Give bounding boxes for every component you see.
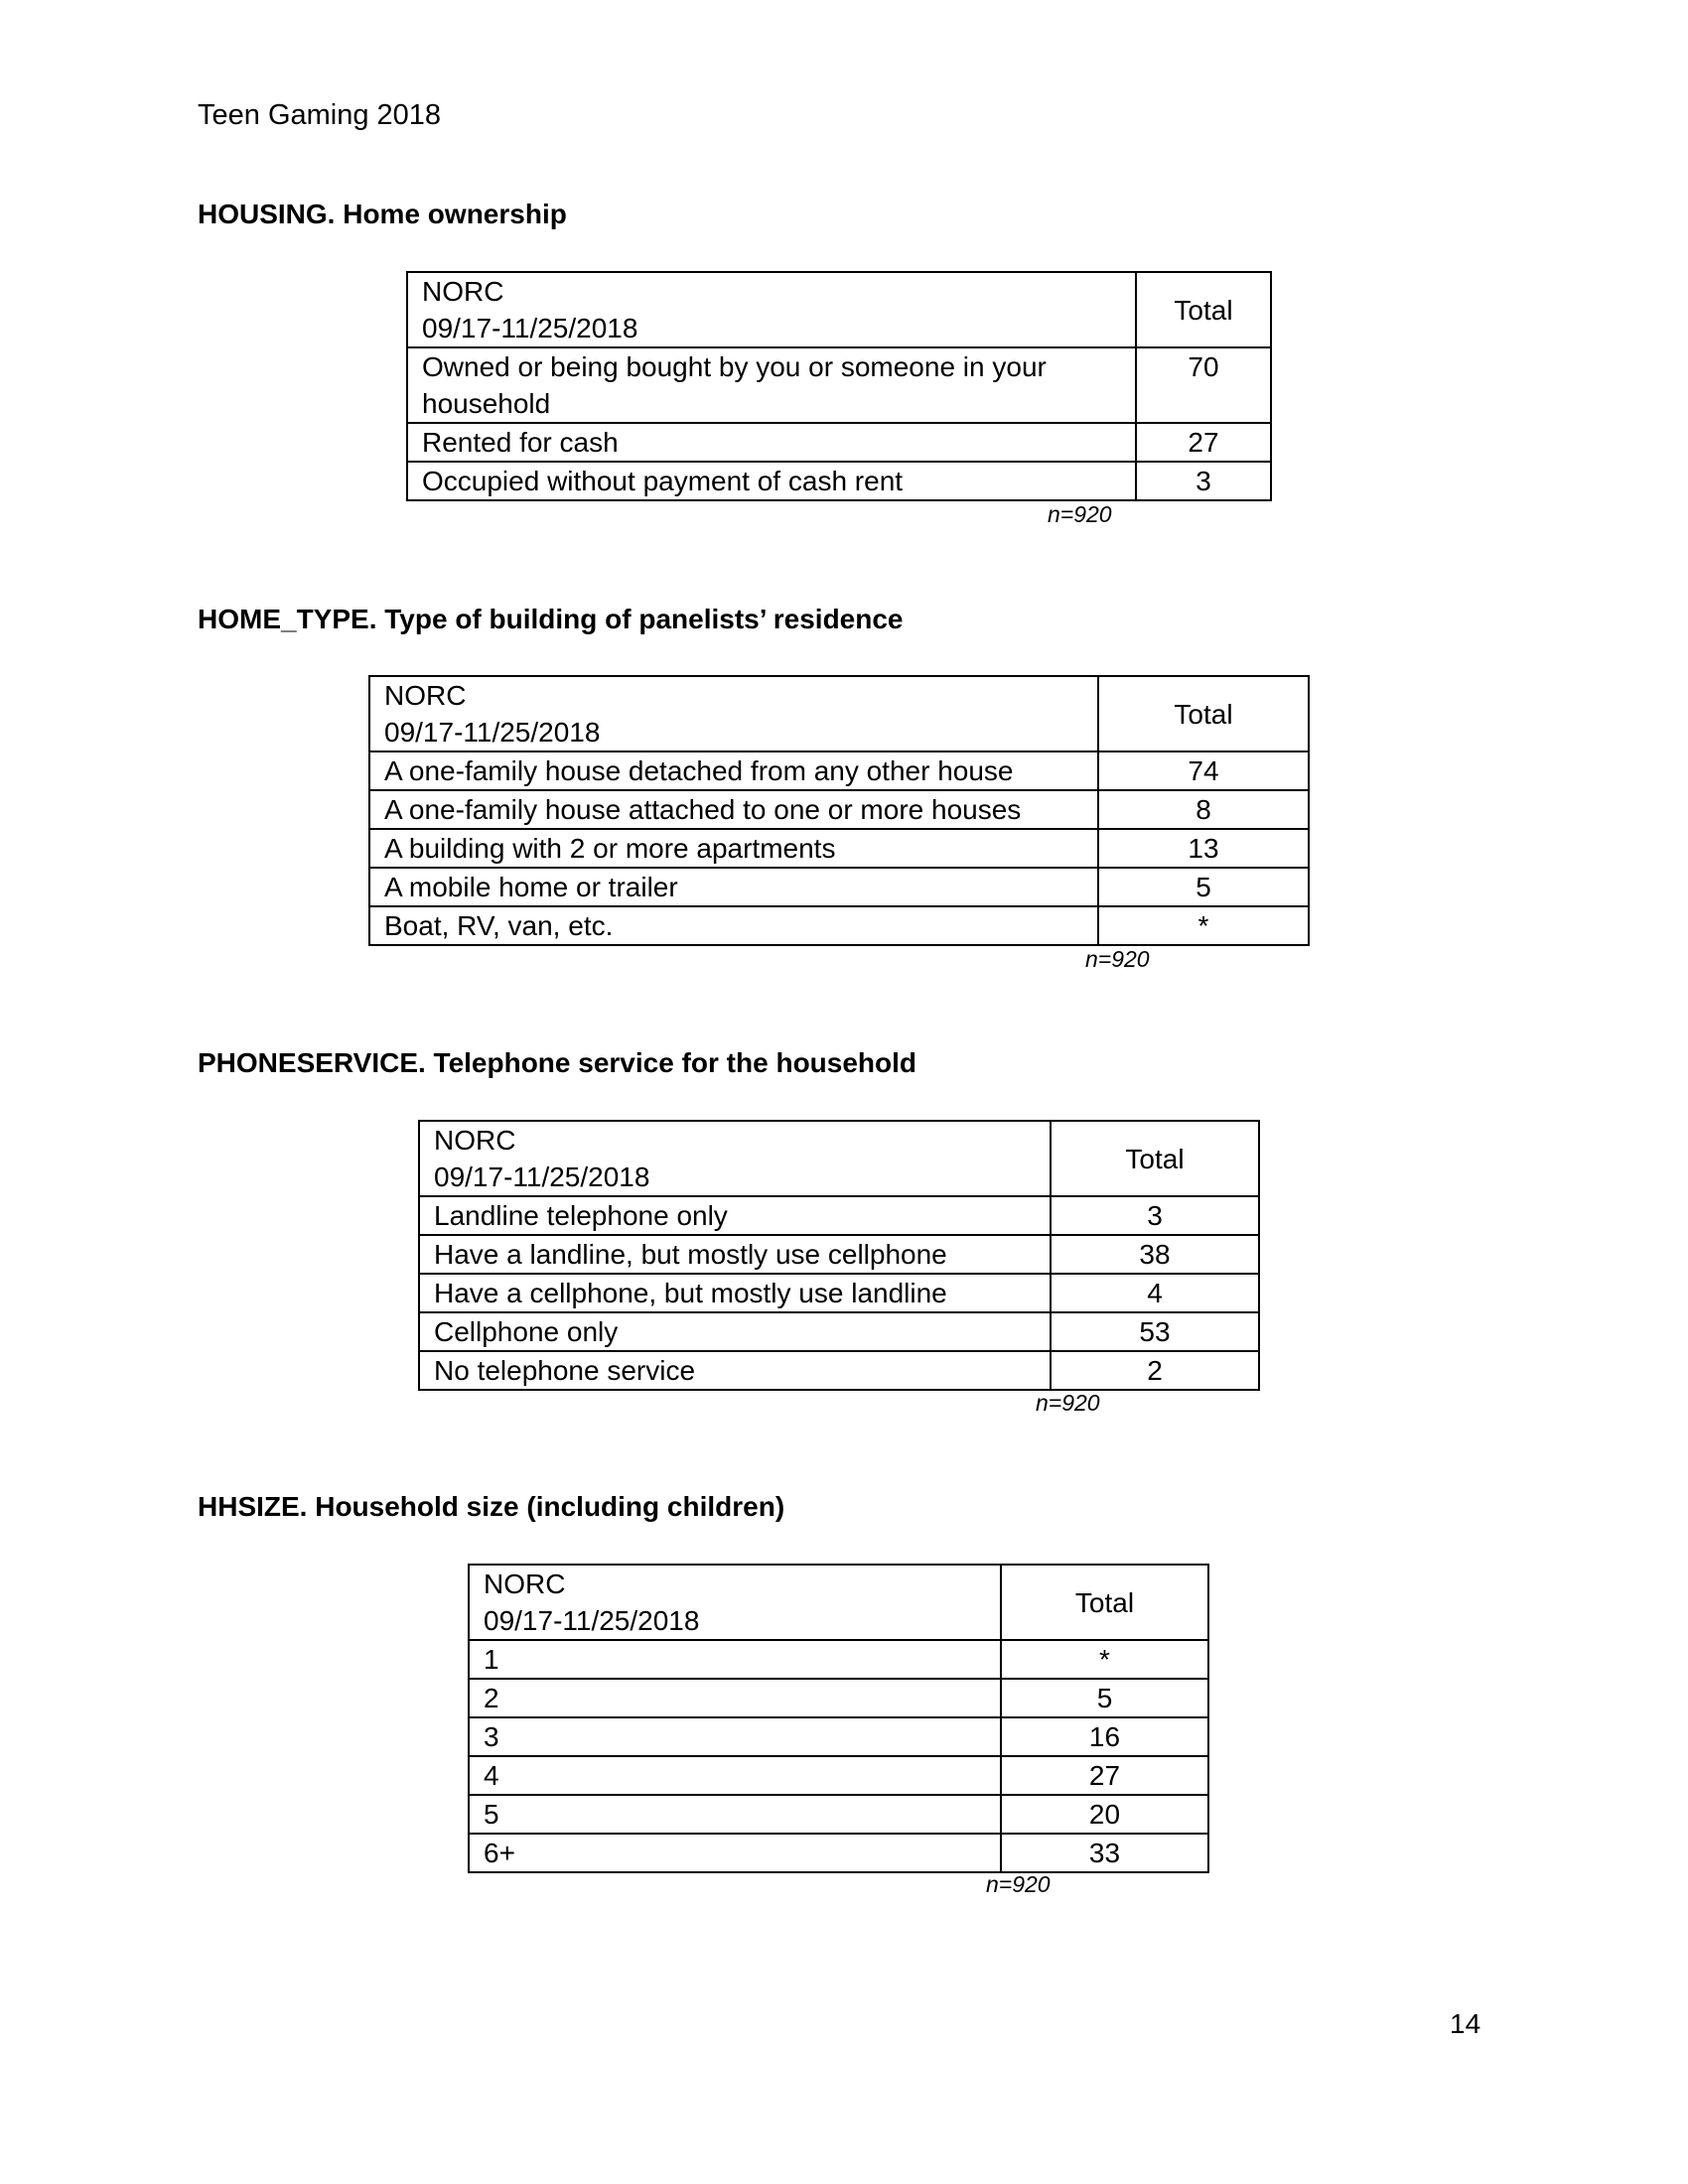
phone-service-title: PHONESERVICE. Telephone service for the household bbox=[198, 1047, 917, 1078]
row-value: 3 bbox=[1136, 462, 1271, 500]
header-source: NORC bbox=[484, 1569, 566, 1599]
row-label: A one-family house detached from any other house bbox=[369, 751, 1098, 790]
row-label: Rented for cash bbox=[407, 423, 1136, 462]
header-source: NORC bbox=[434, 1125, 516, 1156]
header-dates: 09/17-11/25/2018 bbox=[484, 1605, 700, 1636]
table-row bbox=[419, 1274, 1259, 1312]
table-row bbox=[419, 1196, 1259, 1235]
housing-table bbox=[406, 271, 1272, 501]
table-row bbox=[419, 1351, 1259, 1390]
row-label: Cellphone only bbox=[419, 1312, 1051, 1351]
table-row bbox=[369, 868, 1309, 906]
header-total: Total bbox=[1001, 1565, 1208, 1640]
header-dates: 09/17-11/25/2018 bbox=[422, 313, 638, 343]
row-value: 16 bbox=[1001, 1717, 1208, 1756]
table-row bbox=[469, 1756, 1208, 1795]
row-value: 70 bbox=[1136, 347, 1271, 423]
hhsize-table bbox=[468, 1564, 1209, 1873]
table-row bbox=[369, 751, 1309, 790]
row-value: * bbox=[1001, 1640, 1208, 1679]
table-row bbox=[469, 1717, 1208, 1756]
row-label: 2 bbox=[469, 1679, 1001, 1717]
table-row bbox=[469, 1640, 1208, 1679]
table-row bbox=[369, 906, 1309, 945]
table-row bbox=[469, 1679, 1208, 1717]
header-dates: 09/17-11/25/2018 bbox=[434, 1161, 650, 1192]
row-label: 4 bbox=[469, 1756, 1001, 1795]
table-row bbox=[369, 829, 1309, 868]
document-header: Teen Gaming 2018 bbox=[198, 99, 442, 131]
table-header-row bbox=[407, 272, 1271, 347]
row-value: 53 bbox=[1051, 1312, 1259, 1351]
table-row bbox=[369, 790, 1309, 829]
row-value: 5 bbox=[1098, 868, 1309, 906]
row-label: Owned or being bought by you or someone in your household bbox=[407, 347, 1136, 423]
row-value: 38 bbox=[1051, 1235, 1259, 1274]
sample-size-note: n=920 bbox=[1085, 946, 1150, 972]
table-row bbox=[469, 1795, 1208, 1834]
row-label: 6+ bbox=[469, 1834, 1001, 1872]
row-label: 3 bbox=[469, 1717, 1001, 1756]
header-label-cell bbox=[469, 1565, 1001, 1640]
table-row bbox=[469, 1834, 1208, 1872]
header-source: NORC bbox=[422, 276, 504, 307]
header-label-cell bbox=[407, 272, 1136, 347]
table-row bbox=[419, 1312, 1259, 1351]
row-label: Have a landline, but mostly use cellphone bbox=[419, 1235, 1051, 1274]
row-label: Boat, RV, van, etc. bbox=[369, 906, 1098, 945]
row-label: Have a cellphone, but mostly use landline bbox=[419, 1274, 1051, 1312]
table-header-row bbox=[419, 1121, 1259, 1196]
table-row bbox=[407, 462, 1271, 500]
table-row bbox=[407, 423, 1271, 462]
table-row bbox=[407, 347, 1271, 423]
housing-title: HOUSING. Home ownership bbox=[198, 199, 567, 229]
row-label: 5 bbox=[469, 1795, 1001, 1834]
row-value: * bbox=[1098, 906, 1309, 945]
row-label: A mobile home or trailer bbox=[369, 868, 1098, 906]
header-total: Total bbox=[1098, 676, 1309, 751]
row-value: 4 bbox=[1051, 1274, 1259, 1312]
row-value: 2 bbox=[1051, 1351, 1259, 1390]
table-row bbox=[419, 1235, 1259, 1274]
row-label: No telephone service bbox=[419, 1351, 1051, 1390]
row-value: 8 bbox=[1098, 790, 1309, 829]
table-header-row bbox=[469, 1565, 1208, 1640]
page-number: 14 bbox=[1450, 2008, 1481, 2039]
row-value: 74 bbox=[1098, 751, 1309, 790]
header-source: NORC bbox=[384, 680, 467, 711]
row-value: 5 bbox=[1001, 1679, 1208, 1717]
header-label-cell bbox=[419, 1121, 1051, 1196]
row-label: A building with 2 or more apartments bbox=[369, 829, 1098, 868]
home-type-title: HOME_TYPE. Type of building of panelists’ residence bbox=[198, 604, 904, 634]
header-total: Total bbox=[1051, 1121, 1259, 1196]
table-header-row bbox=[369, 676, 1309, 751]
sample-size-note: n=920 bbox=[1048, 501, 1112, 527]
row-value: 20 bbox=[1001, 1795, 1208, 1834]
header-dates: 09/17-11/25/2018 bbox=[384, 717, 601, 748]
row-label: A one-family house attached to one or more houses bbox=[369, 790, 1098, 829]
row-value: 3 bbox=[1051, 1196, 1259, 1235]
row-value: 13 bbox=[1098, 829, 1309, 868]
home-type-table bbox=[368, 675, 1310, 946]
row-label: 1 bbox=[469, 1640, 1001, 1679]
sample-size-note: n=920 bbox=[1036, 1390, 1100, 1416]
header-label-cell bbox=[369, 676, 1098, 751]
hhsize-title: HHSIZE. Household size (including children) bbox=[198, 1491, 785, 1522]
row-label: Landline telephone only bbox=[419, 1196, 1051, 1235]
phone-service-table bbox=[418, 1120, 1260, 1391]
row-value: 33 bbox=[1001, 1834, 1208, 1872]
header-total: Total bbox=[1136, 272, 1271, 347]
sample-size-note: n=920 bbox=[986, 1871, 1051, 1897]
row-label: Occupied without payment of cash rent bbox=[407, 462, 1136, 500]
row-value: 27 bbox=[1136, 423, 1271, 462]
row-value: 27 bbox=[1001, 1756, 1208, 1795]
